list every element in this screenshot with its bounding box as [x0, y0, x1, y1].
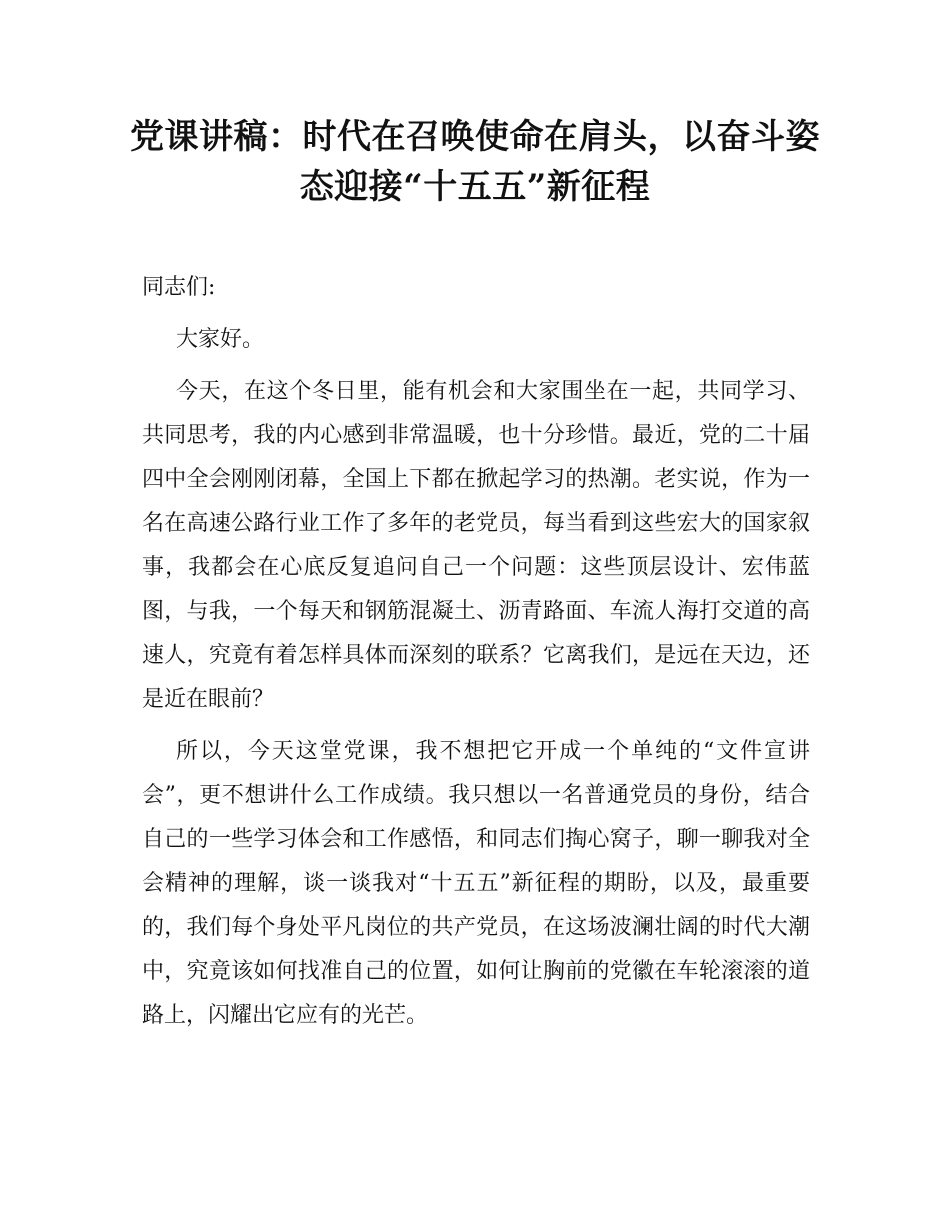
- paragraph: 大家好。: [176, 327, 265, 352]
- paragraph: 今天，在这个冬日里，能有机会和大家围坐在一起，共同学习、共同思考，我的内心感到非常温暖，也十分珍惜。最近，党的二十届四中全会刚刚闭幕，全国上下都在掀起学习的热潮。老实说，作为一名在高速公路行业工作了多年的老党员，每当看到这些宏大的国家叙事，我都会在心底反复追问自己一个问题：这些顶层设计、宏伟蓝图，与我，一个每天和钢筋混凝土、沥青路面、车流人海打交道的高速人，究竟有着怎样具体而深刻的联系？它离我们，是远在天边，还是近在眼前？: [142, 379, 810, 712]
- document-body: [142, 266, 810, 1046]
- document-title: 党课讲稿：时代在召唤使命在肩头，以奋斗姿态迎接“十五五”新征程: [130, 117, 820, 207]
- paragraph: 所以，今天这堂党课，我不想把它开成一个单纯的“文件宣讲会”，更不想讲什么工作成绩。我只想以一名普通党员的身份，结合自己的一些学习体会和工作感悟，和同志们掏心窝子，聊一聊我对全会精神的理解，谈一谈我对“十五五”新征程的期盼，以及，最重要的，我们每个身处平凡岗位的共产党员，在这场波澜壮阔的时代大潮中，究竟该如何找准自己的位置，如何让胸前的党徽在车轮滚滚的道路上，闪耀出它应有的光芒。: [142, 739, 810, 1028]
- salutation: 同志们:: [142, 275, 216, 300]
